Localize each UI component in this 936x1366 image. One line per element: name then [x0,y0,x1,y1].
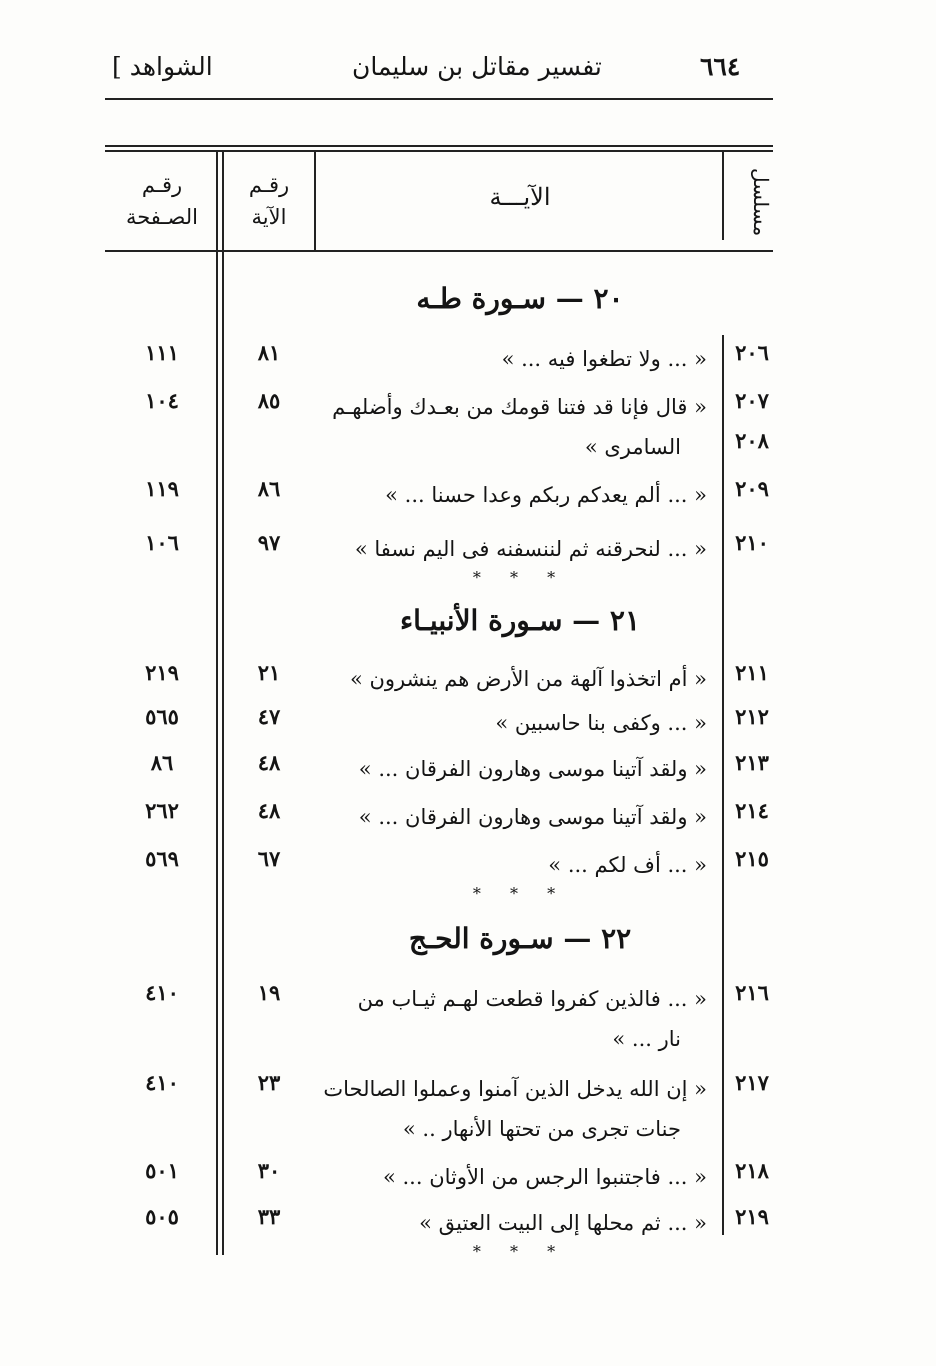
page-number: ٦٦٤ [700,52,741,81]
section-title: [ الشواهد [112,52,213,81]
ayah-number: ١٩ [257,980,281,1005]
ayah-divider [222,150,224,1255]
page-number-cell: ١٠٦ [145,530,179,555]
page-number-cell: ٢١٩ [145,660,179,685]
page-number-cell: ١٠٤ [145,388,179,413]
ayah-number: ٤٨ [257,798,281,823]
verse-line: « ... فاجتنبوا الرجس من الأوثان ... » [382,1165,707,1189]
verse-line: « ... وكفى بنا حاسبين » [495,711,707,735]
serial-number: ٢٠٩ [735,476,769,501]
page-column-header-line1: رقـم [141,173,183,197]
verse-line: « ... فالذين كفروا قطعت لهـم ثيـاب من [357,987,707,1011]
page-column-header-line2: الصـفحة [125,205,199,229]
page-number-cell: ٤١٠ [145,980,179,1005]
table-top-rule-inner [105,150,773,152]
ayah-number: ٤٧ [257,704,281,729]
serial-number: ٢٠٨ [735,428,769,453]
verse-column-header: الآيـــة [489,183,551,211]
serial-divider-top [722,150,724,240]
serial-number: ٢١٧ [735,1070,769,1095]
serial-number: ٢١٢ [735,704,769,729]
serial-number: ٢١٥ [735,846,769,871]
verse-line: « ولقد آتينا موسى وهارون الفرقان ... » [358,757,707,781]
verse-line: « ... ألم يعدكم ربكم وعدا حسنا ... » [385,483,707,507]
verse-line: السامرى » [584,435,681,459]
ayah-number: ٨٦ [257,476,281,501]
page-number-cell: ٢٦٢ [145,798,179,823]
serial-column-header: مسلسل [749,168,773,237]
section-separator: * * * [472,884,568,903]
ayah-number: ٣٠ [257,1158,281,1183]
ayah-number: ٣٣ [257,1204,281,1229]
verse-line: « ... أف لكم ... » [548,853,707,877]
verse-line-continued: نار ... » [612,1027,681,1051]
serial-number: ٢٠٦ [735,340,769,365]
ayah-number: ٨١ [257,340,281,365]
page-number-cell: ٥٠٥ [145,1204,179,1229]
serial-number: ٢١٨ [735,1158,769,1183]
verse-line: « ... لنحرقنه ثم لننسفنه فى اليم نسفا » [354,537,707,561]
surah-heading: ٢٠ — سـورة طـه [416,282,624,315]
serial-number: ٢١٣ [735,750,769,775]
ayah-number: ٤٨ [257,750,281,775]
verse-line-continued: جنات تجرى من تحتها الأنهار .. » [402,1117,681,1141]
ayah-number: ٢١ [257,660,281,685]
verse-divider-top [314,150,316,250]
serial-number: ٢١٤ [735,798,769,823]
serial-divider [722,335,724,1235]
serial-number: ٢١٩ [735,1204,769,1229]
section-separator: * * * [472,568,568,587]
verse-line: « أم اتخذوا آلهة من الأرض هم ينشرون » [349,667,707,691]
verse-line: « قال فإنا قد فتنا قومك من بعـدك وأضلهـم [332,395,707,419]
ayah-number: ٦٧ [257,846,281,871]
serial-number: ٢٠٧ [735,388,769,413]
serial-number: ٢١١ [735,660,769,685]
verse-line: « ... ثم محلها إلى البيت العتيق » [419,1211,707,1235]
page-number-cell: ٥٠١ [145,1158,179,1183]
header-underline [105,98,773,100]
surah-heading: ٢١ — سـورة الأنبيـاء [400,604,640,637]
page-number-cell: ٥٦٩ [145,846,179,871]
ayah-number: ٩٧ [257,530,281,555]
page-number-cell: ٨٦ [150,750,174,775]
ayah-column-header-line2: الآية [251,205,287,229]
verse-line: « ... ولا تطغوا فيه ... » [501,347,707,371]
page-number-cell: ٤١٠ [145,1070,179,1095]
ayah-number: ٢٣ [257,1070,281,1095]
ayah-column-header-line1: رقـم [248,173,290,197]
ayah-number: ٨٥ [257,388,281,413]
verse-line: « إن الله يدخل الذين آمنوا وعملوا الصالحات [323,1077,707,1101]
page-number-cell: ٥٦٥ [145,704,179,729]
book-title: تفسير مقاتل بن سليمان [352,52,602,81]
verse-line: « ولقد آتينا موسى وهارون الفرقان ... » [358,805,707,829]
serial-number: ٢١٠ [735,530,769,555]
surah-heading: ٢٢ — سـورة الحـج [408,922,632,955]
table-top-rule [105,145,773,147]
header-bottom-rule [105,250,773,252]
serial-number: ٢١٦ [735,980,769,1005]
ayah-divider-inner [216,150,218,1255]
page-number-cell: ١١٩ [145,476,179,501]
section-separator: * * * [472,1242,568,1261]
page-number-cell: ١١١ [145,340,179,365]
